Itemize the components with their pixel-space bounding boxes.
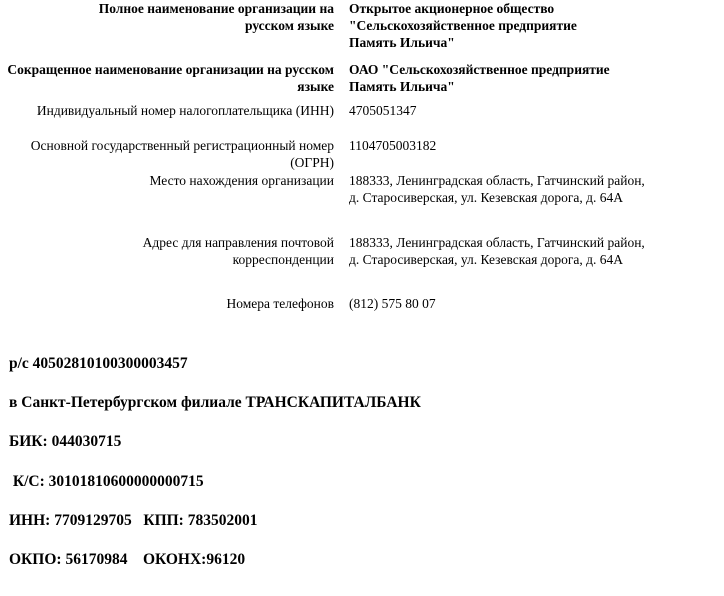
phones-label: Номера телефонов [226,296,334,311]
short-name-value: ОАО "Сельскохозяйственное предприятие Память Ильича" [349,62,610,94]
postal-address-value: 188333, Ленинградская область, Гатчинский район, д. Старосиверская, ул. Кезевская дорога, д. 64А [349,235,645,267]
bank-korr-account: К/С: 30101810600000000715 [9,473,204,490]
bank-okpo-okonh: ОКПО: 56170984 ОКОНХ:96120 [9,551,246,568]
inn-value: 4705051347 [349,103,417,118]
ogrn-value: 1104705003182 [349,138,437,153]
row-ogrn [0,137,659,171]
short-name-label: Сокращенное наименование организации на русском языке [7,62,334,94]
row-inn [0,102,659,119]
row-full-name [0,0,619,51]
phones-value: (812) 575 80 07 [349,296,436,311]
row-phones [0,295,659,312]
row-postal-address [0,234,649,268]
postal-address-label: Адрес для направления почтовой корреспонденции [142,235,334,267]
ogrn-label: Основной государственный регистрационный номер (ОГРН) [30,138,334,170]
bank-inn-kpp: ИНН: 7709129705 КПП: 783502001 [9,512,258,529]
bank-account: р/с 40502810100300003457 [9,355,188,372]
inn-label: Индивидуальный номер налогоплательщика (ИНН) [36,103,334,118]
location-value: 188333, Ленинградская область, Гатчинский район, д. Старосиверская, ул. Кезевская дорога, д. 64А [349,173,645,205]
location-label: Место нахождения организации [149,173,334,188]
full-name-label: Полное наименование организации на русском языке [98,1,334,33]
row-short-name [0,61,649,95]
full-name-value: Открытое акционерное общество "Сельскохозяйственное предприятие Память Ильича" [349,1,577,50]
row-location [0,172,649,206]
bank-name: в Санкт-Петербургском филиале ТРАНСКАПИТАЛБАНК [9,394,421,411]
bank-bik: БИК: 044030715 [9,433,122,450]
